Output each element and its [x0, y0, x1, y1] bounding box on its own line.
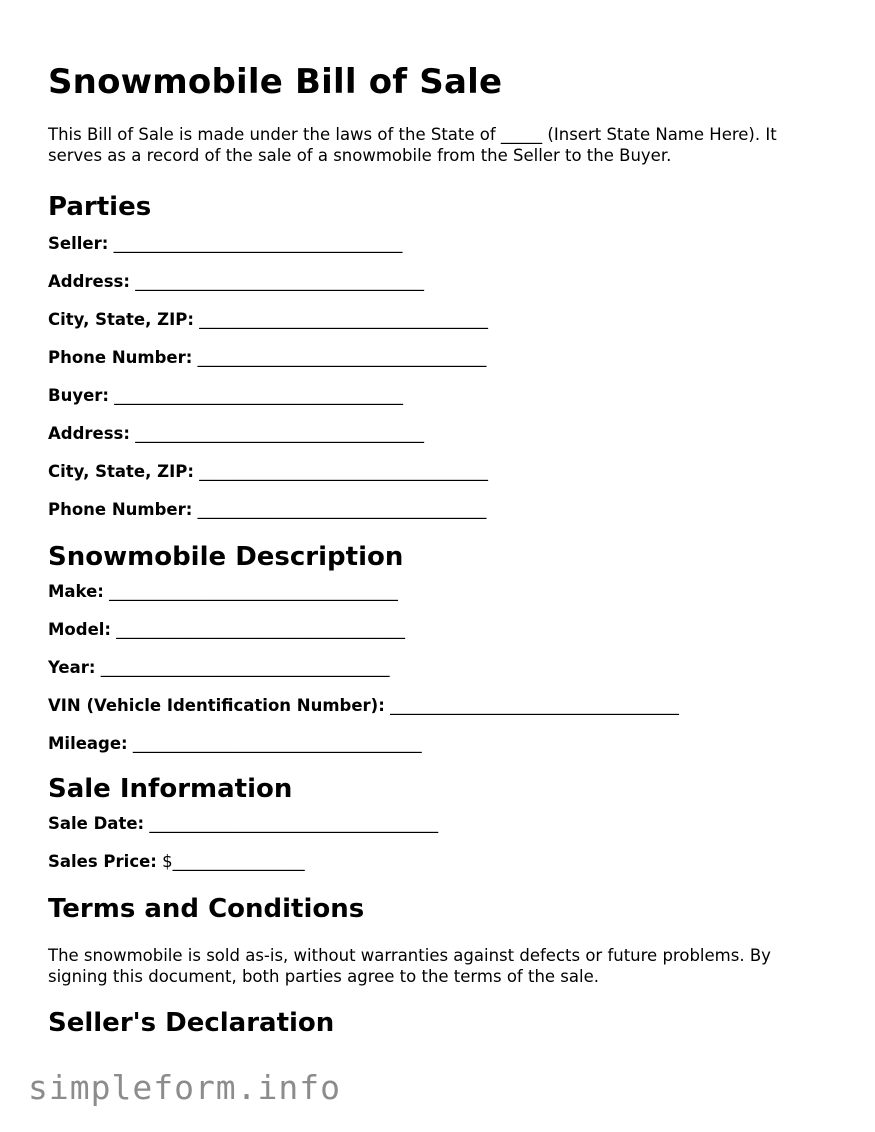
- blank-line: ___________________________________: [390, 696, 679, 715]
- blank-line: ___________________________________: [109, 582, 398, 601]
- field-label: Make:: [48, 582, 104, 601]
- terms-heading: Terms and Conditions: [48, 894, 365, 924]
- blank-line: $________________: [162, 852, 305, 871]
- blank-line: ___________________________________: [113, 234, 403, 253]
- description-fields: [48, 581, 828, 755]
- mileage-field[interactable]: [48, 733, 828, 755]
- field-label: Sales Price:: [48, 852, 157, 871]
- sale-heading: Sale Information: [48, 774, 293, 804]
- vin-field[interactable]: [48, 695, 828, 717]
- terms-paragraph: The snowmobile is sold as-is, without warranties against defects or future problems. By signing this document, both parties agree to the terms of the sale.: [48, 946, 771, 986]
- seller-phone-field[interactable]: [48, 347, 828, 369]
- blank-line: ___________________________________: [132, 734, 422, 753]
- parties-fields: [48, 233, 828, 521]
- field-label: City, State, ZIP:: [48, 462, 194, 481]
- blank-line: ___________________________________: [116, 620, 406, 639]
- watermark-text: simpleform.info: [28, 1068, 342, 1107]
- field-label: Address:: [48, 424, 130, 443]
- field-label: City, State, ZIP:: [48, 310, 194, 329]
- document-title: Snowmobile Bill of Sale: [48, 62, 503, 102]
- field-label: Mileage:: [48, 734, 128, 753]
- sale-date-field[interactable]: [48, 813, 828, 835]
- document-page: [48, 60, 828, 1039]
- sales-price-field[interactable]: [48, 851, 828, 873]
- intro-paragraph: This Bill of Sale is made under the laws of the State of _____ (Insert State Name Here). It serves as a record of the sale of a snowmobile from the Seller to the Buyer.: [48, 125, 777, 165]
- buyer-phone-field[interactable]: [48, 499, 828, 521]
- blank-line: ___________________________________: [100, 658, 390, 677]
- blank-line: ___________________________________: [114, 386, 404, 405]
- blank-line: ___________________________________: [197, 348, 487, 367]
- declaration-heading: Seller's Declaration: [48, 1008, 335, 1038]
- model-field[interactable]: [48, 619, 828, 641]
- field-label: Seller:: [48, 234, 109, 253]
- field-label: Phone Number:: [48, 348, 193, 367]
- parties-heading: Parties: [48, 192, 152, 222]
- buyer-city-state-zip-field[interactable]: [48, 461, 828, 483]
- field-label: Phone Number:: [48, 500, 193, 519]
- blank-line: ___________________________________: [199, 462, 488, 481]
- year-field[interactable]: [48, 657, 828, 679]
- blank-line: ___________________________________: [135, 424, 424, 443]
- field-label: Buyer:: [48, 386, 110, 405]
- blank-line: ___________________________________: [197, 500, 487, 519]
- field-label: Year:: [48, 658, 96, 677]
- buyer-address-field[interactable]: [48, 423, 828, 445]
- blank-line: ___________________________________: [199, 310, 488, 329]
- blank-line: ___________________________________: [135, 272, 424, 291]
- buyer-name-field[interactable]: [48, 385, 828, 407]
- seller-city-state-zip-field[interactable]: [48, 309, 828, 331]
- field-label: VIN (Vehicle Identification Number):: [48, 696, 385, 715]
- field-label: Sale Date:: [48, 814, 145, 833]
- sale-fields: [48, 813, 828, 873]
- field-label: Address:: [48, 272, 130, 291]
- description-heading: Snowmobile Description: [48, 542, 404, 572]
- seller-address-field[interactable]: [48, 271, 828, 293]
- blank-line: ___________________________________: [149, 814, 439, 833]
- field-label: Model:: [48, 620, 112, 639]
- make-field[interactable]: [48, 581, 828, 603]
- seller-name-field[interactable]: [48, 233, 828, 255]
